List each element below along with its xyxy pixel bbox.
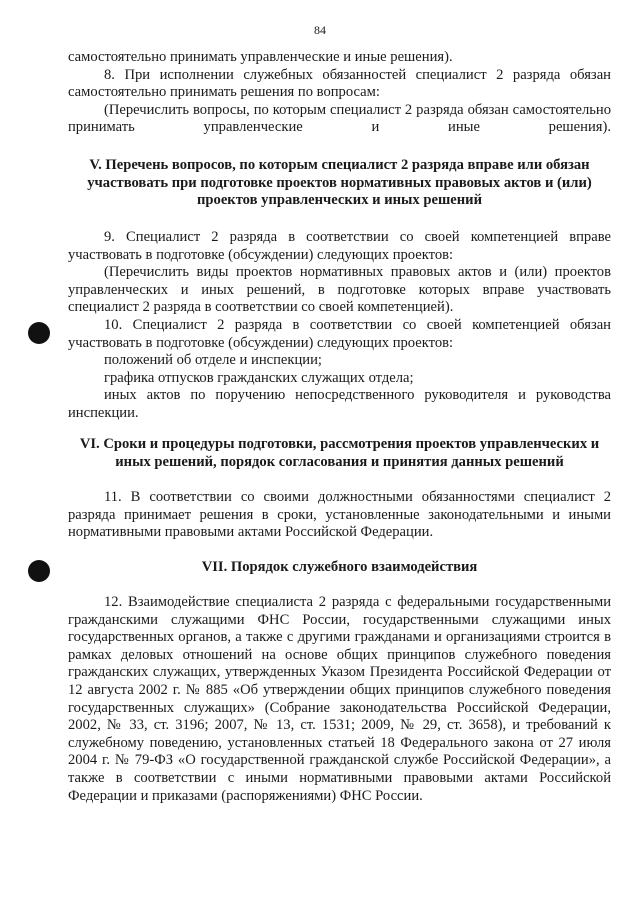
paragraph: положений об отделе и инспекции; (104, 352, 322, 369)
paragraph: 11. В соответствии со своими должностными обязанностями специалист 2 разряда принимает решения в сроки, установленные законодательными и иными нормативными правовыми актами Российской Федерации. (68, 489, 611, 541)
section-heading-6: VI. Сроки и процедуры подготовки, рассмотрения проектов управленческих и иных решений, порядок согласования и принятия данных решений (79, 436, 600, 470)
section-heading-7: VII. Порядок служебного взаимодействия (201, 559, 478, 575)
section-heading-5: V. Перечень вопросов, по которым специалист 2 разряда вправе или обязан участвовать при подготовке проектов нормативных правовых актов и (или) проектов управленческих и иных решений (87, 157, 592, 209)
paragraph: 9. Специалист 2 разряда в соответствии со своей компетенцией вправе участвовать в подготовке (обсуждении) следующих проектов: (68, 229, 611, 263)
paragraph: иных актов по поручению непосредственного руководителя и руководства инспекции. (68, 387, 611, 421)
paragraph: 12. Взаимодействие специалиста 2 разряда с федеральными государственными гражданскими служащими ФНС России, государственными служащими иных государственных органов, а также с другими гражданами и организациями строится в рамках деловых отношений на основе общих принципов служебного поведения гражданских служащих, утвержденных Указом Президента Российской Федерации от 12 августа 2002 г. № 885 «Об утверждении общих принципов служебного поведения государственных служащих» (Собрание законодательства Российской Федерации, 2002, № 33, ст. 3196; 2007, № 13, ст. 1531; 2009, № 29, ст. 3658), и требований к служебному поведению, установленных статьей 18 Федерального закона от 27 июля 2004 г. № 79-ФЗ «О государственной гражданской службе Российской Федерации», а также в соответствии с иными нормативными правовыми актами Российской Федерации и приказами (распоряжениями) ФНС России. (68, 594, 611, 804)
paragraph: (Перечислить вопросы, по которым специалист 2 разряда обязан самостоятельно принимать управленческие и иные решения). (68, 101, 611, 136)
binder-hole-mark (28, 560, 50, 582)
paragraph: графика отпусков гражданских служащих отдела; (104, 369, 414, 386)
paragraph: 10. Специалист 2 разряда в соответствии со своей компетенцией обязан участвовать в подготовке (обсуждении) следующих проектов: (68, 316, 611, 351)
paragraph: 8. При исполнении служебных обязанностей специалист 2 разряда обязан самостоятельно принимать решения по вопросам: (68, 66, 611, 101)
binder-hole-mark (28, 322, 50, 344)
page-number: 84 (314, 23, 326, 37)
text-block-3 (68, 489, 611, 542)
paragraph: (Перечислить виды проектов нормативных правовых актов и (или) проектов управленческих и иных решений, в подготовке которых вправе участвовать специалист 2 разряда в соответствии со своей компетенцией). (68, 264, 611, 316)
paragraph: самостоятельно принимать управленческие и иные решения). (68, 49, 453, 65)
text-block-2 (68, 229, 611, 423)
text-block-4 (68, 594, 611, 805)
text-block-1 (68, 49, 611, 137)
